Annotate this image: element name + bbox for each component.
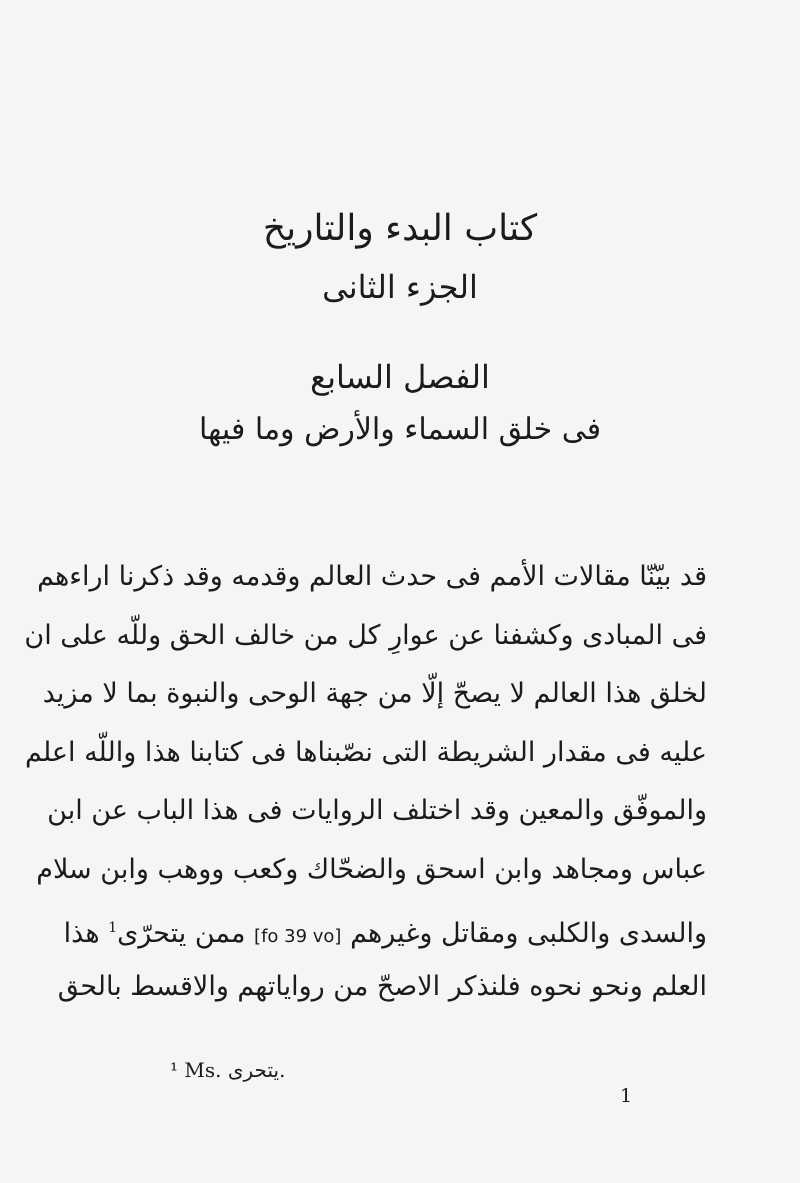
body-line: [63, 899, 707, 958]
footnote: [170, 1058, 285, 1082]
body-text: [24, 548, 707, 1016]
body-line: لخلق هذا العالم لا يصحّ إلّا من جهة الوحى والنبوة بما لا مزيد: [42, 678, 707, 709]
body-line: عباس ومجاهد وابن اسحق والضحّاك وكعب ووهب وابن سلام: [36, 853, 707, 885]
chapter-title: الفصل السابع: [310, 358, 490, 396]
body-line: عليه فى مقدار الشريطة التى نصّبناها فى كتابنا هذا واللّه اعلم: [24, 736, 707, 768]
body-line: فى المبادى وكشفنا عن عوارِ كل من خالف الحق وللّه على ان: [24, 619, 707, 651]
book-title: كتاب البدء والتاريخ: [262, 208, 538, 249]
body-line-segment: ممن يتحرّى: [117, 918, 246, 949]
footnote-text: Ms. يتحرى.: [184, 1058, 286, 1082]
body-line-segment: والسدى والكلبى ومقاتل وغيرهم: [350, 918, 707, 949]
body-line-segment: هذا: [63, 918, 100, 949]
body-line: والموفّق والمعين وقد اختلف الروايات فى هذا الباب عن ابن: [47, 795, 707, 826]
folio-reference: [fo 39 vo]: [254, 926, 342, 947]
body-line: قد بيّنّا مقالات الأمم فى حدث العالم وقدمه وقد ذكرنا اراءهم: [37, 561, 707, 592]
footnote-marker: ¹: [170, 1058, 179, 1082]
part-title: الجزء الثانى: [322, 268, 478, 306]
page-number: 1: [620, 1085, 633, 1107]
section-title: فى خلق السماء والأرض وما فيها: [198, 412, 602, 447]
footnote-marker: 1: [108, 920, 118, 936]
body-line: العلم ونحو نحوه فلنذكر الاصحّ من رواياتهم والاقسط بالحق: [57, 970, 707, 1002]
